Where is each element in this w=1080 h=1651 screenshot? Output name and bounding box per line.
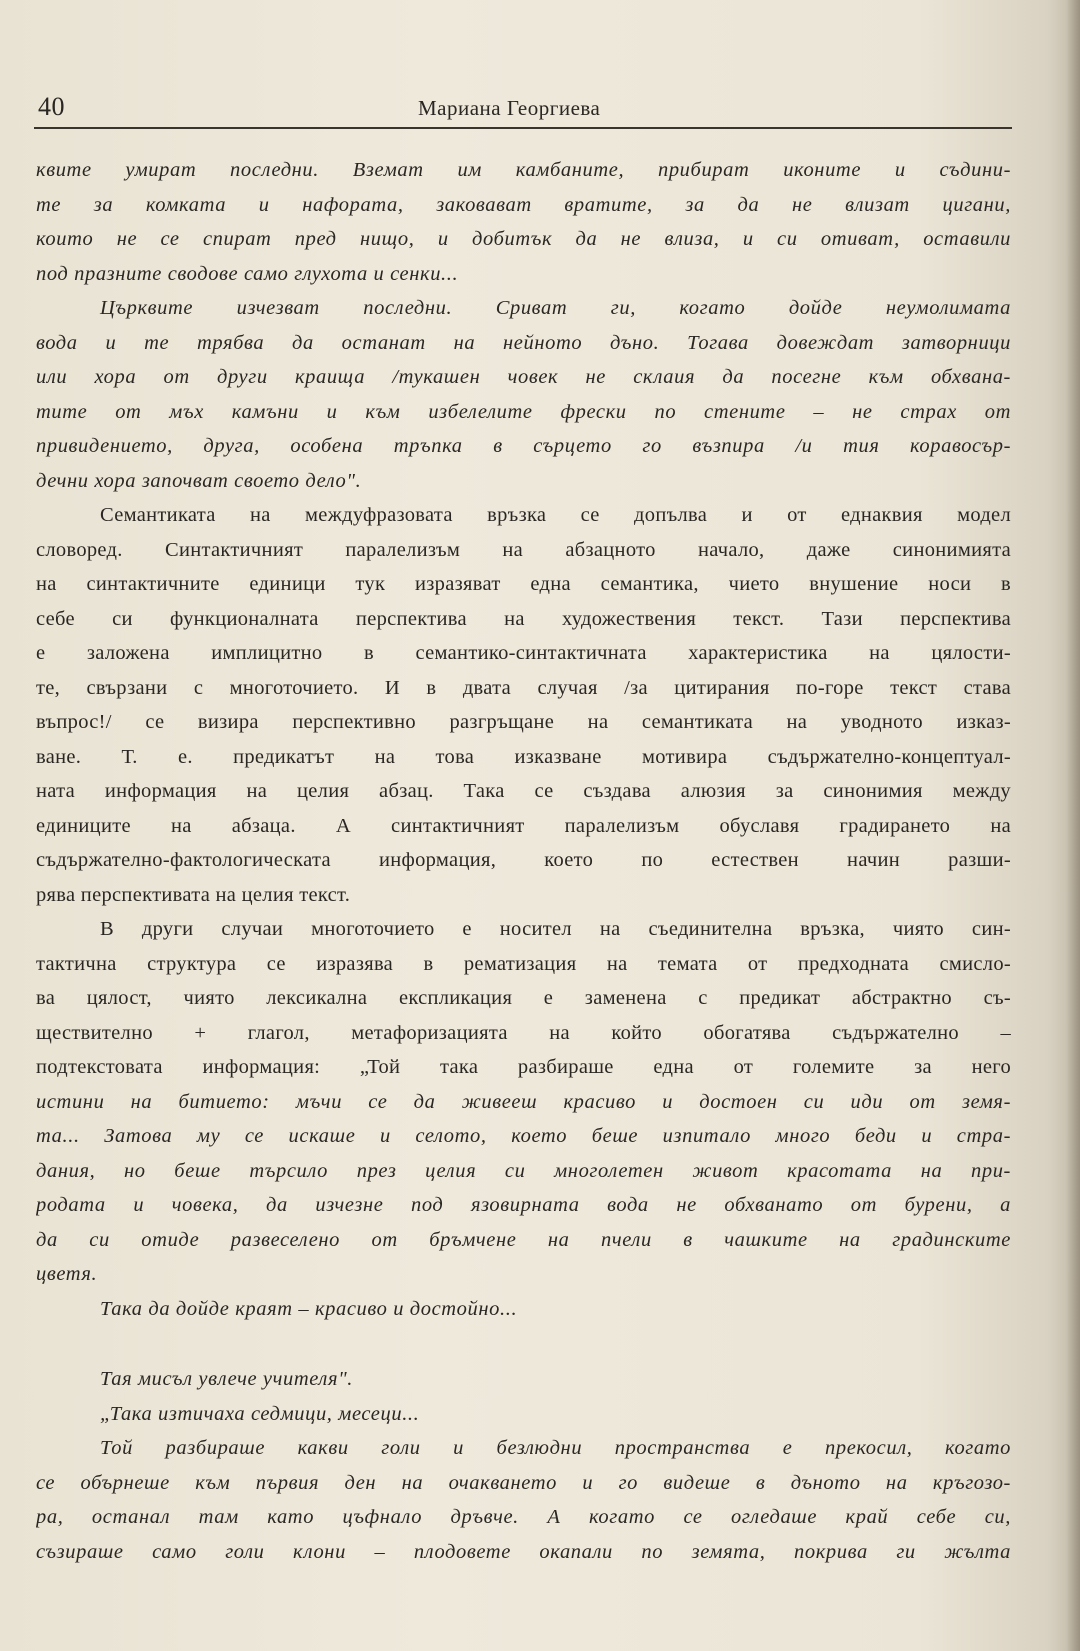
text-line: дания, но беше търсило през целия си многолетен живот красотата на при-	[36, 1159, 1011, 1182]
text-line: Семантиката на междуфразовата връзка се допълва и от еднаквия модел	[100, 504, 1011, 526]
paragraph-gap	[36, 1326, 1011, 1362]
text-line: ва цялост, чиято лексикална експликация е заменена с предикат абстрактно съ-	[36, 987, 1011, 1009]
text-line: Така да дойде краят – красиво и достойно...	[100, 1297, 518, 1320]
text-line: съдържателно-фактологическата информация, което по естествен начин разши-	[36, 849, 1011, 871]
running-head: Мариана Георгиева	[418, 96, 601, 120]
text-line: ществително + глагол, метафоризацията на който обогатява съдържателно –	[36, 1021, 1011, 1044]
text-line: цветя.	[36, 1263, 98, 1285]
text-line: Тая мисъл увлече учителя".	[100, 1368, 354, 1390]
text-line: Той разбираше какви голи и безлюдни пространства е прекосил, когато	[100, 1437, 1011, 1459]
body-text	[36, 153, 1011, 1569]
text-line: вода и те трябва да останат на нейното дъно. Тогава довеждат затворници	[36, 331, 1011, 354]
text-line: или хора от други краища /тукашен човек не склаия да посегне към обхвана-	[36, 366, 1011, 388]
page-edge-shadow	[1066, 0, 1080, 1651]
header-rule	[34, 127, 1012, 129]
text-line: та... Затова му се искаше и селото, което беше изпитало много беди и стра-	[36, 1125, 1011, 1147]
text-line: ра, останал там като цъфнало дръвче. А когато се огледаше край себе си,	[36, 1506, 1011, 1528]
text-line: които не се спират пред нищо, и добитък да не влиза, и си отиват, оставили	[36, 228, 1011, 250]
text-line: себе си функционалната перспектива на художествения текст. Тази перспектива	[36, 607, 1011, 630]
text-line: квите умират последни. Вземат им камбаните, прибират иконите и съдини-	[36, 159, 1011, 181]
text-line: се обърнеше към първия ден на очакването и го видеше в дъното на кръгозо-	[36, 1471, 1011, 1494]
text-line: „Така изтичаха седмици, месеци...	[100, 1402, 420, 1425]
text-line: подтекстовата информация: „Той така разбираше една от големите за него	[36, 1056, 1011, 1078]
text-line: ване. Т. е. предикатът на това изказване мотивира съдържателно-концептуал-	[36, 745, 1011, 768]
text-line: В други случаи многоточието е носител на съединителна връзка, чиято син-	[100, 918, 1011, 940]
text-line: единиците на абзаца. А синтактичният паралелизъм обуславя градирането на	[36, 814, 1011, 837]
text-line: ната информация на целия абзац. Така се създава алюзия за синонимия между	[36, 780, 1011, 802]
text-line: дечни хора започват своето дело".	[36, 469, 362, 492]
text-line: под празните сводове само глухота и сенки...	[36, 262, 459, 285]
text-line: истини на битието: мъчи се да живееш красиво и достоен си иди от земя-	[36, 1090, 1011, 1113]
text-line: привидението, друга, особена тръпка в сърцето го възпира /и тия коравосър-	[36, 435, 1011, 457]
text-line: тите от мъх камъни и към избелелите фрески по стените – не страх от	[36, 400, 1011, 423]
text-line: въпрос!/ се визира перспективно разгръщане на семантиката на уводното изказ-	[36, 711, 1011, 733]
text-line: те, свързани с многоточието. И в двата случая /за цитирания по-горе текст става	[36, 676, 1011, 699]
text-line: Църквите изчезват последни. Сриват ги, когато дойде неумолимата	[100, 297, 1011, 319]
page-number: 40	[38, 92, 65, 121]
text-line: тактична структура се изразява в рематизация на темата от предходната смисло-	[36, 952, 1011, 975]
text-line: те за комката и нафората, заковават вратите, за да не влизат цигани,	[36, 193, 1011, 216]
text-line: словоред. Синтактичният паралелизъм на абзацното начало, даже синонимията	[36, 538, 1011, 561]
text-line: е заложена имплицитно в семантико-синтактичната характеристика на цялости-	[36, 642, 1011, 664]
text-line: да си отиде развеселено от бръмчене на пчели в чашките на градинските	[36, 1228, 1011, 1251]
text-line: на синтактичните единици тук изразяват една семантика, чието внушение носи в	[36, 573, 1011, 595]
text-line: родата и човека, да изчезне под язовирната вода не обхванато от бурени, а	[36, 1194, 1011, 1216]
text-line: съзираше само голи клони – плодовете окапали по земята, покрива ги жълта	[36, 1540, 1011, 1563]
text-line: рява перспективата на целия текст.	[36, 883, 351, 906]
page-header	[38, 92, 1011, 128]
